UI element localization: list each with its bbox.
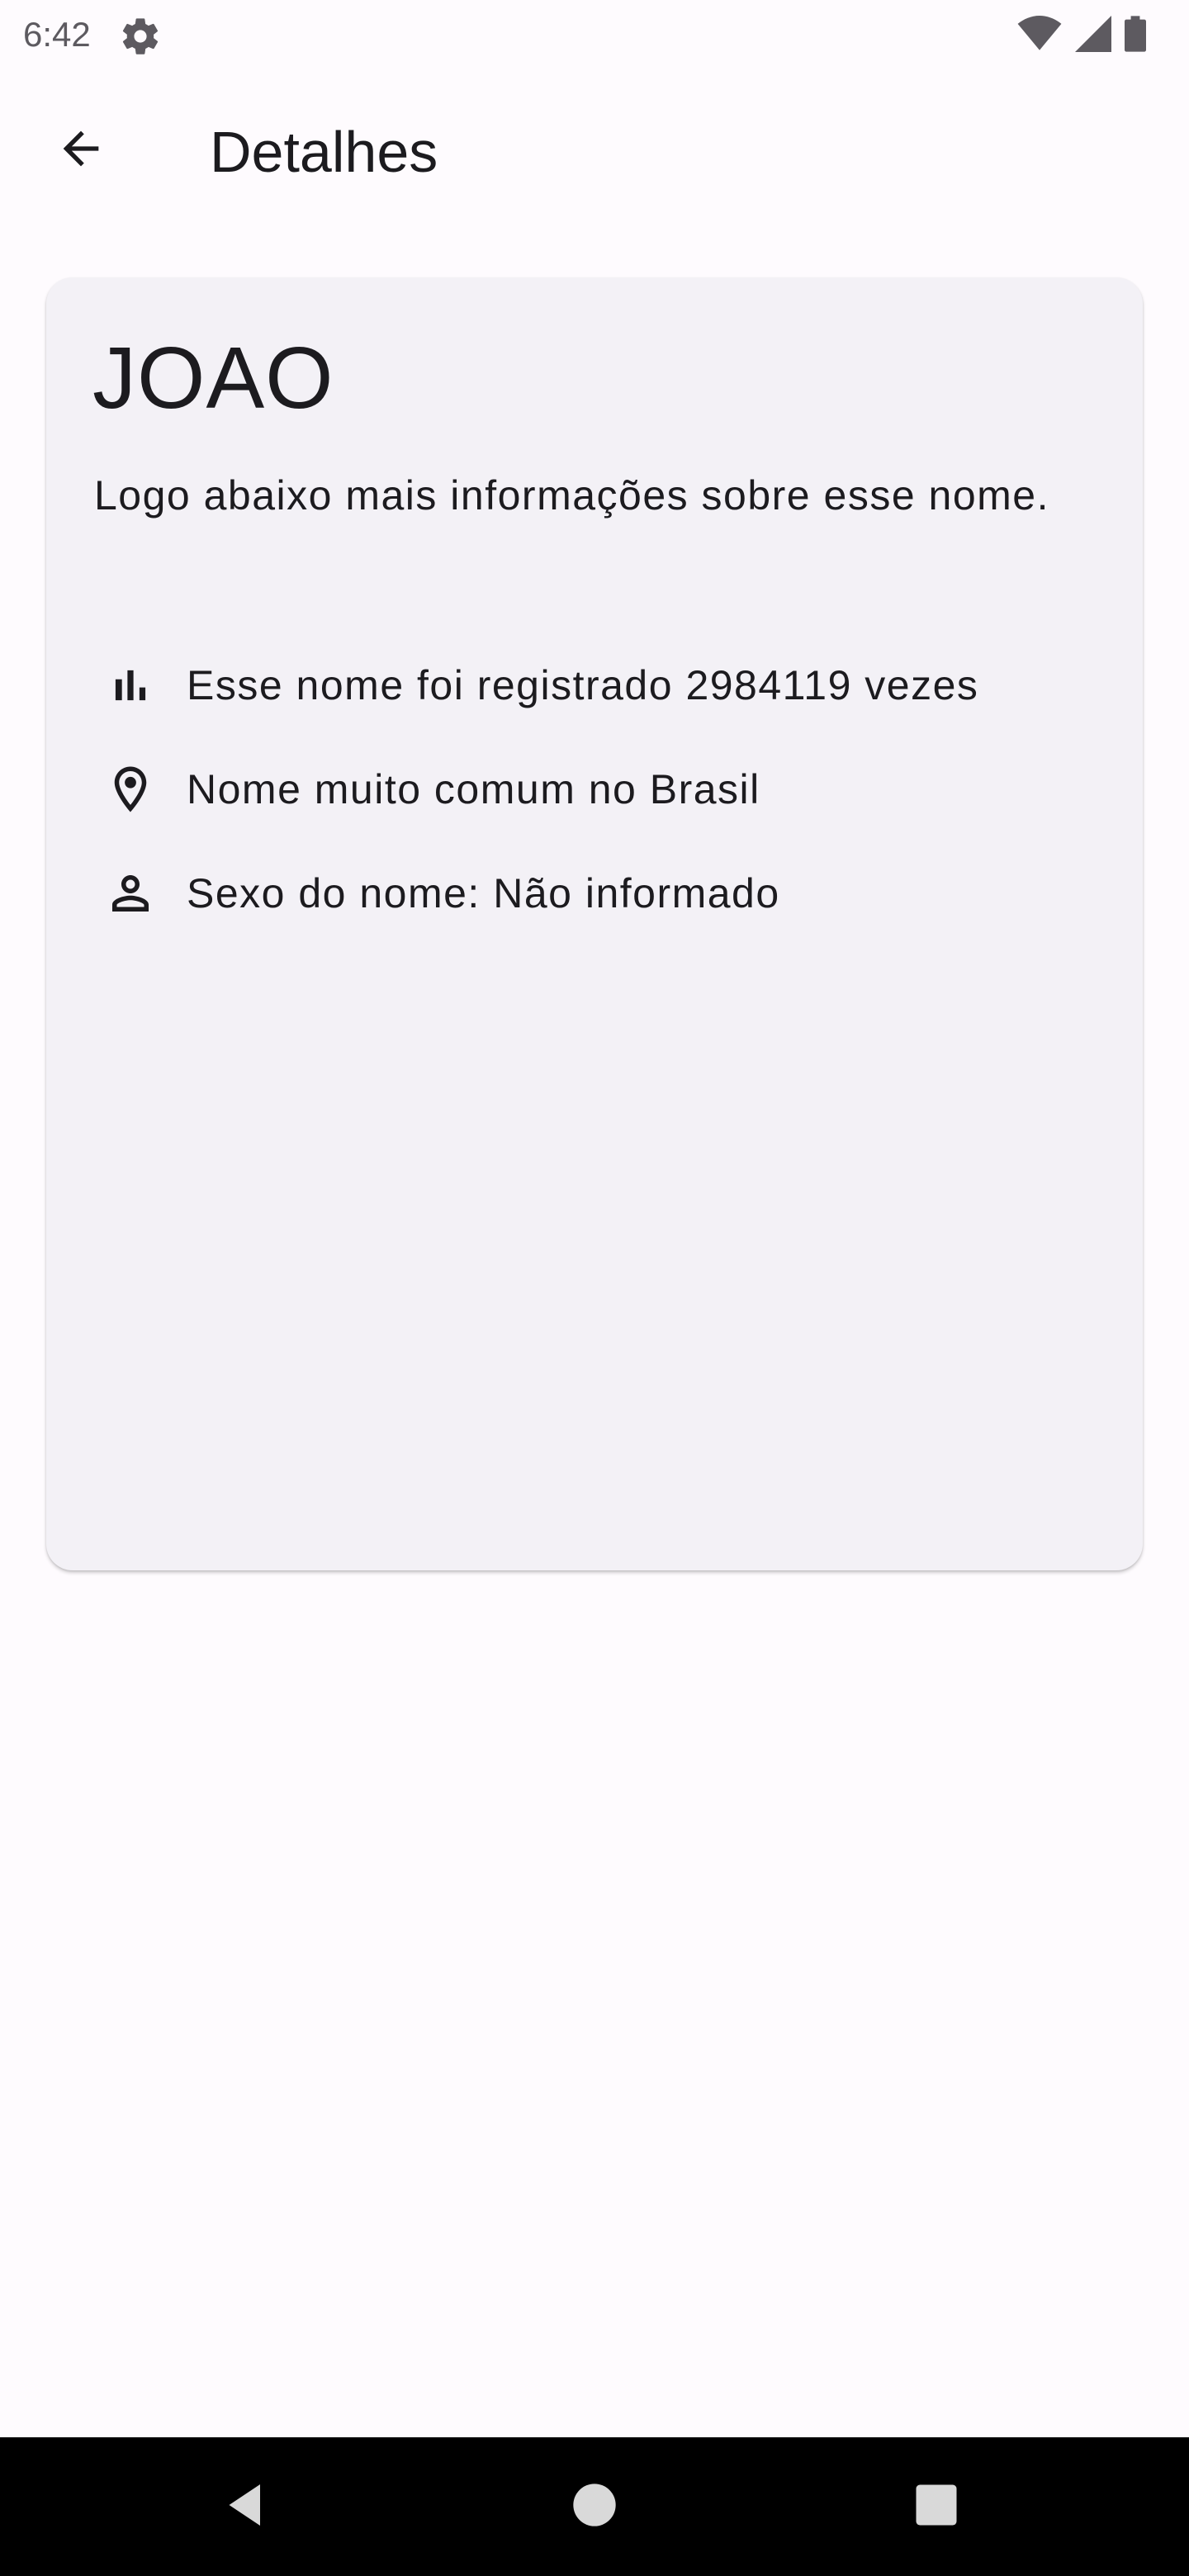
navigation-bar xyxy=(0,2437,1189,2576)
battery-icon xyxy=(1125,16,1146,56)
info-text: Esse nome foi registrado 2984119 vezes xyxy=(187,662,979,708)
arrow-back-icon xyxy=(54,122,107,179)
location-pin-icon xyxy=(96,755,165,824)
info-row-registrations xyxy=(96,651,978,720)
status-time: 6:42 xyxy=(23,15,91,54)
page-title: Detalhes xyxy=(210,120,438,184)
gear-icon xyxy=(119,15,162,58)
wifi-icon xyxy=(1017,16,1062,56)
info-row-gender xyxy=(96,859,780,928)
nav-recents-button[interactable] xyxy=(902,2472,971,2541)
details-card xyxy=(46,277,1143,1570)
status-icons xyxy=(1017,15,1146,56)
recents-square-icon xyxy=(913,2482,959,2532)
card-description: Logo abaixo mais informações sobre esse nome. xyxy=(94,472,1049,519)
nav-back-button[interactable] xyxy=(213,2472,282,2541)
home-circle-icon xyxy=(571,2482,618,2532)
name-title: JOAO xyxy=(92,329,334,427)
nav-home-button[interactable] xyxy=(560,2472,629,2541)
info-row-location xyxy=(96,755,760,824)
bar-chart-icon xyxy=(96,651,165,720)
back-button[interactable] xyxy=(36,106,126,195)
app-bar xyxy=(0,69,1189,231)
status-bar xyxy=(0,0,1189,69)
back-triangle-icon xyxy=(223,2480,272,2534)
info-text: Nome muito comum no Brasil xyxy=(187,766,760,812)
person-icon xyxy=(96,859,165,928)
signal-icon xyxy=(1075,16,1111,56)
info-text: Sexo do nome: Não informado xyxy=(187,870,780,916)
